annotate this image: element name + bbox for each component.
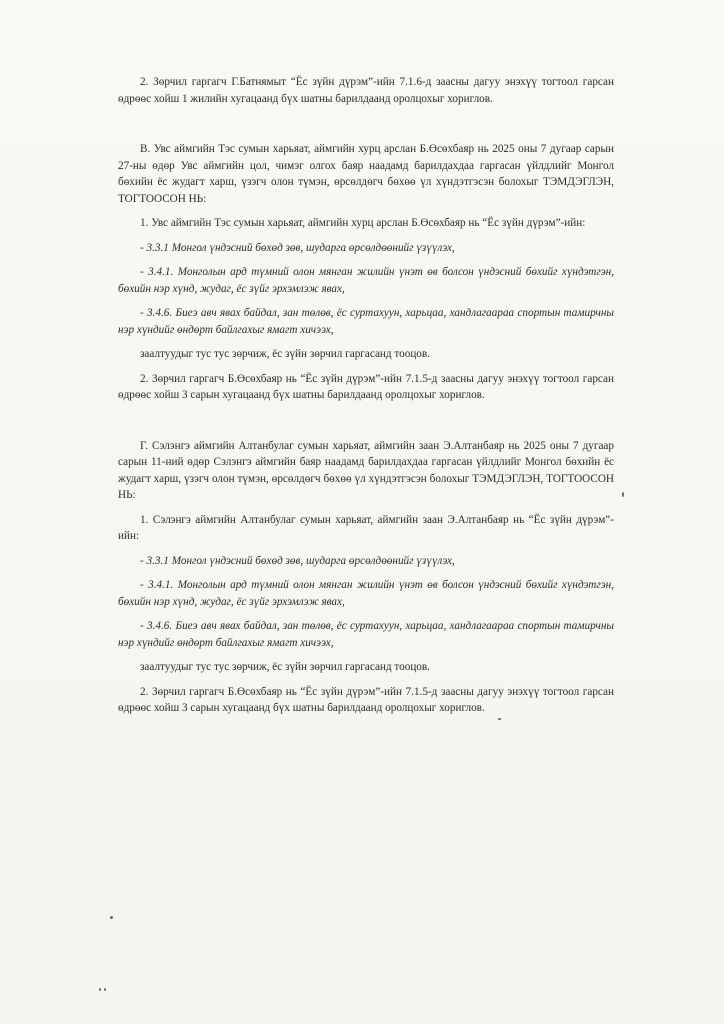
section-gap — [118, 107, 614, 141]
block2-item1: 1. Увс аймгийн Тэс сумын харьяат, аймгийн хурц арслан Б.Өсөхбаяр нь “Ёс зүйн дүрэм”-ийн: — [140, 217, 586, 229]
document-body — [118, 74, 614, 717]
scan-speck — [99, 988, 101, 991]
block2-rule-3-4-6: - 3.4.6. Биеэ авч явах байдал, зан төлөв, ёс суртахуун, харьцаа, хандлагаараа спортын тамирчны нэр хүндийг өндөрт байлгахыг ямагт хичээх, — [118, 307, 614, 336]
scan-speck — [498, 718, 501, 720]
block2-violation: заалтуудыг тус тус зөрчиж, ёс зүйн зөрчил гаргасанд тооцов. — [140, 348, 430, 360]
block3-item2: 2. Зөрчил гаргагч Б.Өсөхбаяр нь “Ёс зүйн дүрэм”-ийн 7.1.5-д заасны дагуу энэхүү тогтоол гарсан өдрөөс хойш 3 сарын хугацаанд бүх шатны барилдаанд оролцохыг хориглов. — [118, 685, 614, 714]
block1-item2: 2. Зөрчил гаргагч Г.Батнямыт “Ёс зүйн дүрэм”-ийн 7.1.6-д заасны дагуу энэхүү тогтоол гарсан өдрөөс хойш 1 жилийн хугацаанд бүх шатны барилдаанд оролцохыг хориглов. — [118, 76, 614, 105]
scan-speck — [622, 492, 624, 497]
block3-heading: Г. Сэлэнгэ аймгийн Алтанбулаг сумын харьяат, аймгийн заан Э.Алтанбаяр нь 2025 оны 7 дугаар сарын 11-ний өдөр Сэлэнгэ аймгийн баяр наадамд барилдахдаа гаргасан үйлдлийг Монгол бөхийн ёс жудагт харш, үзэгч олон түмэн, өрсөлдөгч бөхөө үл хүндэтгэсэн болохыг ТЭМДЭГЛЭН, ТОГТООСОН НЬ: — [118, 439, 614, 501]
section-gap — [118, 404, 614, 438]
block3-item1: 1. Сэлэнгэ аймгийн Алтанбулаг сумын харьяат, аймгийн заан Э.Алтанбаяр нь “Ёс зүйн дүрэм”-ийн: — [118, 513, 614, 542]
block2-rule-3-4-1: - 3.4.1. Монголын ард түмний олон мянган жилийн үнэт өв болсон үндэсний бөхийг хүндэтгэн, бөхийн нэр хүнд, жудаг, ёс зүйг эрхэмлэж явах, — [118, 266, 614, 295]
block3-rule-3-4-1: - 3.4.1. Монголын ард түмний олон мянган жилийн үнэт өв болсон үндэсний бөхийг хүндэтгэн, бөхийн нэр хүнд, жудаг, ёс зүйг эрхэмлэж явах, — [118, 579, 614, 608]
block2-heading: В. Увс аймгийн Тэс сумын харьяат, аймгийн хурц арслан Б.Өсөхбаяр нь 2025 оны 7 дугаар сарын 27-ны өдөр Увс аймгийн цол, чимэг олгох баяр наадамд барилдахдаа гаргасан үйлдлийг Монгол бөхийн ёс жудагт харш, үзэгч олон түмэн, өрсөлдөгч бөхөө үл хүндэтгэсэн болохыг ТЭМДЭГЛЭН, ТОГТООСОН НЬ: — [118, 143, 614, 205]
block2-rule-3-3-1: - 3.3.1 Монгол үндэсний бөхөд зөв, шударга өрсөлдөөнийг үзүүлэх, — [140, 241, 455, 254]
scan-speck — [104, 988, 106, 991]
block2-item2: 2. Зөрчил гаргагч Б.Өсөхбаяр нь “Ёс зүйн дүрэм”-ийн 7.1.5-д заасны дагуу энэхүү тогтоол гарсан өдрөөс хойш 3 сарын хугацаанд бүх шатны барилдаанд оролцохыг хориглов. — [118, 372, 614, 401]
block3-rule-3-3-1: - 3.3.1 Монгол үндэсний бөхөд зөв, шударга өрсөлдөөнийг үзүүлэх, — [140, 554, 455, 567]
scan-speck — [110, 916, 113, 919]
block3-rule-3-4-6: - 3.4.6. Биеэ авч явах байдал, зан төлөв, ёс суртахуун, харьцаа, хандлагаараа спортын тамирчны нэр хүндийг өндөрт байлгахыг ямагт хичээх, — [118, 620, 614, 649]
block3-violation: заалтуудыг тус тус зөрчиж, ёс зүйн зөрчил гаргасанд тооцов. — [140, 661, 430, 673]
